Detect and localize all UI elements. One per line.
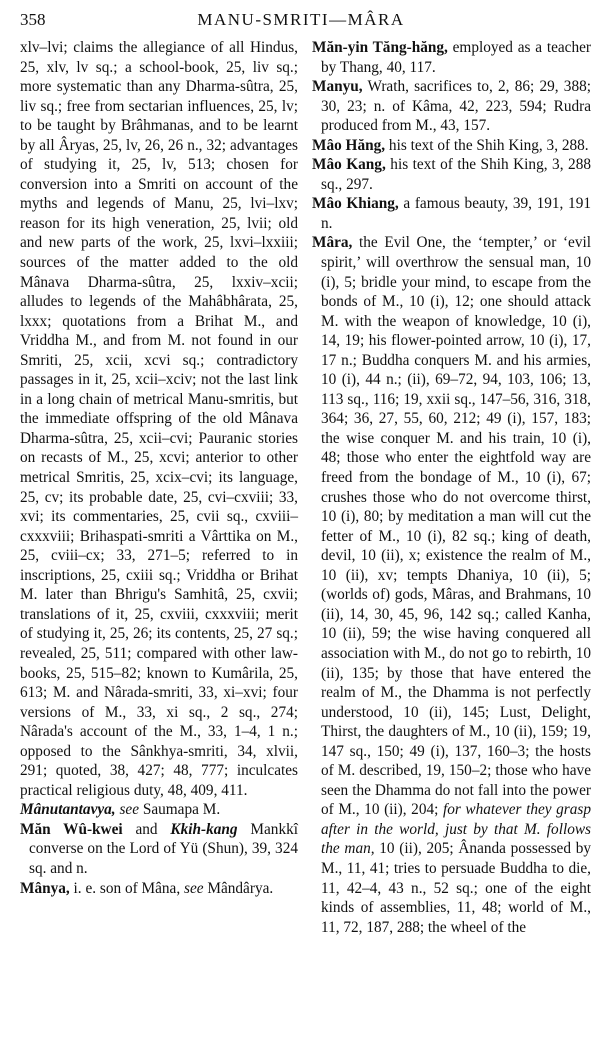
entry-headword: Măn-yin Tăng-hăng, <box>312 39 448 56</box>
left-column <box>20 38 298 898</box>
entry-body: the Evil One, the ‘tempter,’ or ‘evil spirit,’ will overthrow the sensual man, 10 (i), 5; bridle your mind, to escape from the bonds of M., 10 (i), 12; one should attack M. with the weapon of knowledge, 10 (i), 14, 19; his flower-pointed arrow, 10 (i), 17, 17 n.; Buddha conquers M. and his armies, 10 (i), 44 n.; (ii), 69–72, 94, 103, 106; 13, 113 sq., 116; 19, xxii sq., 147–56, 316, 318, 364; 36, 27, 55, 60, 212; 49 (i), 157, 183; the wise conquer M. and his train, 10 (i), 48; those who enter the eightfold way are freed from the bondage of M., 10 (i), 67; crushes those who do not overcome thirst, 10 (i), 80; by meditation a man will cut the fetter of M., 10 (i), 82 sq.; king of death, devil, 10 (ii), x; existence the realm of M., 10 (ii), xv; tempts Dhaniya, 10 (ii), 5; (worlds of) gods, Mâras, and Brahmans, 10 (ii), 14, 30, 45, 96, 142 sq.; called Kanha, 10 (ii), 59; the wise having conquered all association with M., do not go to rebirth, 10 (ii), 135; by those that have entered the realm of M., the Dhamma is not perfectly understood, 10 (ii), 145; Lust, Delight, Thirst, the daughters of M., 10 (ii), 159; 19, 147 sq., 150; 49 (i), 137, 160–3; the hosts of M. described, 19, 150–2; those who have seen the Dhamma do not fall into the power of M., 10 (ii), 204; <box>321 234 591 819</box>
entry-body: Wrath, sacrifices to, 2, 86; 29, 388; 30, 23; n. of Kâma, 42, 223, 594; Rudra produced from M., 43, 157. <box>321 78 591 135</box>
entry-body: xlv–lvi; claims the allegiance of all Hindus, 25, xlv, lv sq.; a school-book, 25, liv sq.; more systematic than any Dharma-sûtra, 25, liv sq.; free from sectarian influences, 25, lv; to be taught by Brâhmanas, and to be learnt by all Âryas, 25, lv, 26, 26 n., 32; advantages of studying it, 25, lv, 513; chosen for conversion into a Smriti on account of the myths and legends of Manu, 25, lvi–lxv; reason for its high veneration, 25, lvii; old and new parts of the work, 25, lxvi–lxxiii; sources of the matter added to the old Mânava Dharma-sûtra, 25, lxxiv–xcii; alludes to legends of the Mahâbhârata, 25, lxxx; quotations from a Brihat M., and Vriddha M., and from M. not found in our Smriti, 25, xcii, xcvi sq.; contradictory passages in it, 25, xcii–xciv; not the last link in a long chain of metrical Manu-smritis, but the immediate offspring of the old Mânava Dharma-sûtra, 25, xcii–cvi; Pauranic stories on recasts of M., 25, xcvi; anterior to other metrical Smritis, 25, xcix–cvi; its language, 25, cv; its probable date, 25, cvi–cxviii; 33, xvi; its commentaries, 25, cvii sq., cxviii–cxxxviii; Brihaspati-smriti a Vârttika on M., 25, cviii–cx; 33, 271–5; referred to in inscriptions, 25, cxiii sq.; Vriddha or Brihat M. later than Bhrigu's Samhitâ, 25, cxvii; translations of it, 25, cxviii, cxxxviii; merit of studying it, 25, 26; its contents, 25, 27 sq.; revealed, 25, 511; compared with other law-books, 25, 515–82; known to Kumârila, 25, 613; M. and Nârada-smriti, 33, xi–xvi; four versions of M., 33, xi sq., 2 sq., 274; Nârada's account of the M., 33, 1–4, 1 n.; opposed to the Sânkhya-smriti, 34, xlvii, 291; quoted, 38, 427; 48, 777; inculcates practical religious duty, 48, 409, 411. <box>20 39 298 799</box>
entry-body: employed as a teacher by Thang, 40, 117. <box>321 39 591 76</box>
index-entry <box>312 194 591 233</box>
index-entry <box>20 800 298 820</box>
entry-body-2: 10 (ii), 205; Ânanda possessed by M., 11, 41; tries to persuade Buddha to die, 11, 42–4, 43 n., 52 sq.; one of the eight kinds of assemblies, 11, 48; world of M., 11, 72, 187, 288; the wheel of the <box>321 840 591 936</box>
entry-headword: Mâo Hăng, <box>312 136 386 154</box>
page-number: 358 <box>20 10 46 29</box>
index-entry <box>312 77 591 136</box>
entry-body-2: Mândârya. <box>203 879 274 897</box>
entry-body: Saumapa M. <box>139 801 221 819</box>
index-entry <box>312 136 591 156</box>
index-entry <box>20 820 298 879</box>
entry-headword-2: Kkih-kang <box>170 820 238 838</box>
entry-body: Mankkî converse on the Lord of Yü (Shun), 39, 324 sq. and n. <box>29 820 298 877</box>
entry-headword: Manyu, <box>312 78 363 96</box>
entry-headword: Mâo Khiang, <box>312 195 399 213</box>
entry-continuation <box>20 38 298 800</box>
running-head: MANU-SMRITI—MÂRA <box>197 10 405 29</box>
entry-quotation: for whatever they grasp after in the world, just by that M. follows the man, <box>321 801 591 858</box>
entry-body: his text of the Shih King, 3, 288 sq., 297. <box>321 156 591 193</box>
index-entry <box>312 38 591 77</box>
entry-body: his text of the Shih King, 3, 288. <box>385 136 589 154</box>
entry-headword: Mâo Kang, <box>312 156 386 174</box>
entry-headword: Mânya, <box>20 879 70 897</box>
index-entry <box>20 879 298 899</box>
see-reference: see <box>119 801 139 819</box>
entry-connector: and <box>122 820 171 838</box>
entry-headword: Mâra, <box>312 234 353 252</box>
right-column <box>312 38 591 937</box>
index-entry <box>312 155 591 194</box>
entry-body: i. e. son of Mâna, <box>69 879 184 897</box>
index-entry <box>312 233 591 937</box>
entry-body: a famous beauty, 39, 191, 191 n. <box>321 195 591 232</box>
entry-headword: Măn Wû-kwei <box>20 820 123 838</box>
see-reference: see <box>184 879 204 897</box>
page-header <box>0 4 602 30</box>
entry-headword: Mânutantavya, <box>20 801 116 819</box>
